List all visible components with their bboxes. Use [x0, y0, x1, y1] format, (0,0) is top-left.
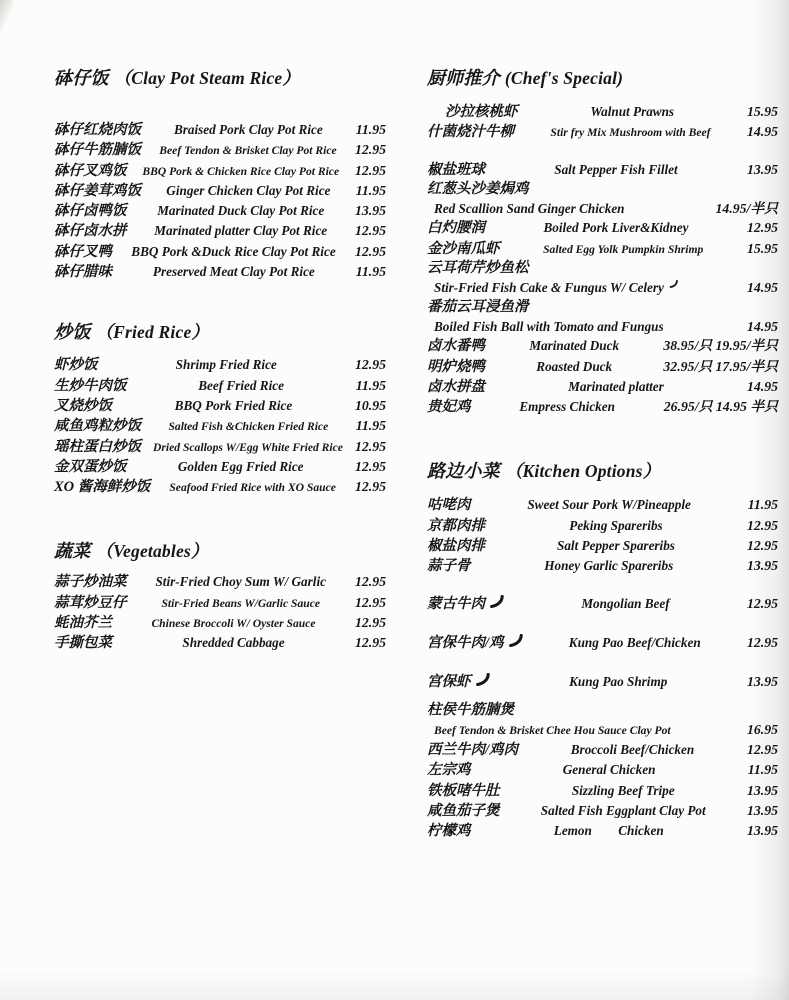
menu-item-name-zh: 砵仔腊味: [54, 264, 112, 281]
menu-item-price: 10.95: [354, 397, 386, 413]
menu-item-row: [427, 160, 778, 180]
menu-item-price: 13.95: [746, 823, 778, 839]
menu-item: [427, 357, 778, 377]
menu-item-price: 12.95: [354, 223, 386, 239]
menu-section: [54, 537, 386, 653]
menu-item-name-en: Honey Garlic Spareribs: [544, 558, 674, 574]
menu-item-price: 12.95: [354, 615, 386, 631]
section-title: [54, 537, 386, 563]
section-title: [54, 318, 386, 344]
menu-section: [54, 318, 386, 497]
menu-item-name-en: Mongolian Beef: [581, 595, 670, 611]
menu-item-name-en: Kung Pao Beef/Chicken: [568, 634, 701, 650]
section-title: [54, 64, 386, 90]
menu-item-name-zh: 番茄云耳浸鱼滑: [427, 298, 529, 315]
menu-item-name-zh: 卤水拼盘: [427, 378, 485, 395]
menu-item-line-zh: [427, 259, 778, 278]
menu-item-row: [54, 262, 386, 282]
menu-item: [54, 242, 386, 262]
menu-item-row: [54, 396, 386, 416]
menu-item-name-zh: XO 酱海鲜炒饭: [54, 479, 151, 496]
menu-item-name-zh: 叉烧炒饭: [54, 397, 112, 414]
menu-item: [54, 181, 386, 201]
menu-item: [427, 239, 778, 259]
menu-item-row: [54, 181, 386, 201]
menu-item-price: 12.95: [746, 220, 778, 236]
menu-item-price: 12.95: [354, 438, 386, 454]
menu-item-name-en: Boiled Fish Ball with Tomato and Fungus: [434, 318, 664, 334]
menu-item-price: 16.95: [746, 721, 778, 737]
menu-item-row: [427, 218, 778, 238]
menu-item-name-en: Stir fry Mix Mushroom with Beef: [550, 126, 711, 140]
menu-item-name-zh: 京都肉排: [427, 517, 485, 534]
menu-item-name-en: Red Scallion Sand Ginger Chicken: [434, 201, 625, 217]
menu-item-row: [54, 633, 386, 653]
menu-item-price: 14.95/半只: [715, 201, 778, 217]
menu-item-name-en: Kung Pao Shrimp: [569, 674, 668, 690]
menu-item-price: 12.95: [746, 742, 778, 758]
menu-item-row: [427, 122, 778, 142]
menu-item-line-zh: [427, 180, 778, 199]
menu-item-row: [54, 221, 386, 241]
section-title: [427, 64, 778, 90]
menu-item-row: [54, 140, 386, 160]
menu-item-name-zh: 宫保虾: [427, 673, 490, 692]
menu-item-row: [54, 437, 386, 457]
menu-item-row: [427, 495, 778, 515]
menu-item-name-zh: 金沙南瓜虾: [427, 240, 500, 257]
menu-item-row: [427, 556, 778, 576]
menu-item-name-en: Roasted Duck: [536, 358, 613, 374]
menu-item-name-zh: 云耳荷芹炒鱼松: [427, 260, 529, 277]
menu-item-row: [54, 457, 386, 477]
menu-item-line-en: [427, 317, 778, 336]
menu-item-name-en: Beef Tendon & Brisket Chee Hou Sauce Clay Pot: [434, 723, 671, 737]
menu-item: [427, 122, 778, 142]
menu-item-row: [54, 416, 386, 436]
menu-item-name-zh: 咸鱼茄子煲: [427, 803, 500, 820]
menu-item: [54, 572, 386, 592]
menu-item-price: 11.95: [747, 497, 778, 513]
menu-item: [54, 593, 386, 613]
menu-item-name-en: Beef Tendon & Brisket Clay Pot Rice: [159, 144, 337, 158]
menu-item-row: [54, 477, 386, 497]
menu-item: [427, 160, 778, 180]
menu-item-row: [54, 242, 386, 262]
menu-item: [427, 760, 778, 780]
menu-item: [54, 262, 386, 282]
menu-item: [427, 102, 778, 122]
menu-item-name-zh: 铁板啫牛肚: [427, 782, 500, 799]
chili-icon: [475, 673, 490, 692]
menu-item-name-en: BBQ Pork &Duck Rice Clay Pot Rice: [131, 243, 336, 259]
menu-item-price: 12.95: [354, 243, 386, 259]
menu-item-name-en: Marinated Duck Clay Pot Rice: [157, 203, 325, 219]
menu-item-name-zh: 砵仔姜茸鸡饭: [54, 182, 141, 199]
menu-item-price: 11.95: [355, 122, 386, 137]
menu-item-price: 12.95: [746, 538, 778, 554]
menu-item-price: 12.95: [746, 634, 778, 650]
menu-item-row: [54, 593, 386, 613]
menu-item: [54, 613, 386, 633]
menu-item-row: [427, 516, 778, 536]
menu-item-name-zh: 宫保牛肉/鸡: [427, 634, 523, 653]
menu-item-price: 13.95: [746, 782, 778, 798]
menu-item: [427, 556, 778, 576]
menu-item: [427, 298, 778, 337]
menu-item-name-en: BBQ Pork & Chicken Rice Clay Pot Rice: [142, 164, 340, 178]
menu-item-row: [427, 781, 778, 801]
menu-item: [54, 633, 386, 653]
menu-item-row: [54, 376, 386, 396]
menu-item-price: 12.95: [354, 479, 386, 495]
menu-item-price: 12.95: [354, 635, 386, 651]
menu-item-line-zh: [427, 701, 778, 720]
menu-item-name-en: BBQ Pork Fried Rice: [174, 397, 293, 413]
menu-item-name-en: Walnut Prawns: [590, 104, 675, 119]
menu-item-name-zh: 柱侯牛筋腩煲: [427, 701, 514, 718]
section-title-zh: 砵仔饭: [54, 68, 109, 88]
menu-item-price: 12.95: [354, 594, 386, 610]
menu-item-name-zh: 咸鱼鸡粒炒饭: [54, 418, 141, 435]
menu-item-name-zh: 贵妃鸡: [427, 399, 471, 416]
menu-item: [54, 416, 386, 436]
section-title-en: （Clay Pot Steam Rice）: [113, 68, 301, 88]
menu-item-price: 13.95: [746, 558, 778, 574]
menu-item-name-zh: 咕咾肉: [427, 497, 471, 514]
menu-item-name-zh: 白灼腰润: [427, 220, 485, 237]
menu-item-price: 32.95/只 17.95/半只: [663, 358, 778, 374]
menu-section: [54, 64, 386, 282]
menu-item-row: [54, 161, 386, 181]
menu-item-price: 12.95: [354, 357, 386, 373]
menu-item-name-en: Peking Spareribs: [569, 517, 663, 533]
menu-item-name-en: Dried Scallops W/Egg White Fried Rice: [153, 440, 343, 454]
section-title-zh: 蔬菜: [54, 541, 91, 562]
menu-item-name-zh: 砵仔叉鸡饭: [54, 162, 127, 179]
menu-item-name-en: Marinated platter: [568, 378, 664, 394]
menu-item-line-zh: [427, 298, 778, 317]
menu-item-name-zh: 明炉烧鸭: [427, 358, 485, 375]
menu-item: [54, 376, 386, 396]
menu-item-price: 11.95: [747, 762, 778, 778]
menu-item-name-en: Salt Pepper Fish Fillet: [554, 161, 678, 177]
menu-item-name-en: Marinated Duck: [529, 338, 620, 354]
menu-item: [427, 259, 778, 298]
menu-item: [54, 161, 386, 181]
menu-item-price: 14.95: [746, 318, 778, 334]
menu-item-name-en: Preserved Meat Clay Pot Rice: [152, 264, 315, 280]
menu-item-row: [54, 355, 386, 375]
menu-item-name-zh: 蒙古牛肉: [427, 595, 504, 614]
menu-item-price: 13.95: [746, 674, 778, 690]
menu-item: [54, 477, 386, 497]
menu-item-row: [427, 633, 778, 653]
menu-item-name-zh: 瑶柱蛋白炒饭: [54, 438, 141, 455]
chili-icon: [508, 634, 523, 653]
menu-item-name-en: Lemon Chicken: [553, 823, 664, 839]
menu-item-row: [427, 740, 778, 760]
menu-item: [427, 180, 778, 219]
menu-item-name-en: Golden Egg Fried Rice: [177, 458, 304, 474]
menu-item: [54, 120, 386, 140]
menu-item-name-zh: 手撕包菜: [54, 635, 112, 652]
menu-item-row: [427, 377, 778, 397]
menu-item-line-en: [427, 199, 778, 218]
menu-item-line-en: [427, 720, 778, 740]
menu-item-row: [54, 201, 386, 221]
menu-item: [54, 457, 386, 477]
menu-item-price: 11.95: [355, 418, 386, 434]
menu-item: [427, 801, 778, 821]
menu-item: [427, 377, 778, 397]
menu-item-name-zh: 蒜子炒油菜: [54, 574, 127, 591]
menu-item-price: 12.95: [746, 517, 778, 533]
menu-section: [427, 457, 778, 841]
menu-item: [427, 781, 778, 801]
section-title-zh: 炒饭: [54, 322, 91, 343]
menu-item-name-zh: 生炒牛肉饭: [54, 377, 127, 394]
menu-item-price: 12.95: [354, 162, 386, 178]
menu-item-name-en: Empress Chicken: [519, 399, 615, 415]
menu-item: [427, 672, 778, 692]
menu-item: [427, 495, 778, 515]
menu-item-price: 11.95: [355, 377, 386, 393]
menu-item: [427, 336, 778, 356]
menu-item-name-zh: 蒜子骨: [427, 558, 471, 575]
menu-item: [54, 437, 386, 457]
section-title-zh: 厨师推介: [427, 68, 500, 88]
menu-item-line-en: [427, 278, 778, 297]
menu-item-name-en: Stir-Fried Choy Sum W/ Garlic: [155, 574, 326, 590]
menu-item-row: [427, 536, 778, 556]
chili-icon: [489, 595, 504, 614]
menu-item-row: [427, 821, 778, 841]
menu-item-row: [427, 336, 778, 356]
menu-item-name-en: Chinese Broccoli W/ Oyster Sauce: [151, 617, 316, 631]
menu-item-name-en: Salt Pepper Spareribs: [556, 538, 675, 554]
menu-item-name-en: Boiled Pork Liver&Kidney: [543, 220, 689, 236]
menu-item-row: [427, 397, 778, 417]
menu-item-price: 26.95/只 14.95 半只: [663, 399, 778, 415]
menu-item-row: [427, 594, 778, 614]
menu-item-row: [427, 357, 778, 377]
menu-item-price: 11.95: [355, 264, 386, 280]
menu-item: [427, 218, 778, 238]
menu-item-name-zh: 砵仔牛筋腩饭: [54, 142, 141, 159]
chili-icon: [669, 274, 678, 293]
menu-item-name-en: Marinated platter Clay Pot Rice: [154, 223, 328, 239]
menu-item-name-en: Ginger Chicken Clay Pot Rice: [166, 182, 331, 198]
menu-item-row: [54, 120, 386, 140]
menu-item-name-en: Salted Fish &Chicken Fried Rice: [168, 420, 329, 434]
menu-item-price: 14.95: [746, 280, 778, 296]
section-title: [427, 457, 778, 483]
menu-item: [54, 140, 386, 160]
menu-item-row: [427, 672, 778, 692]
menu-item-row: [54, 572, 386, 592]
menu-column-right: [427, 64, 778, 842]
section-title-en: （Vegetables）: [95, 541, 209, 562]
menu-item-name-en: Beef Fried Rice: [198, 377, 284, 393]
menu-item-name-zh: 金双蛋炒饭: [54, 458, 127, 475]
menu-item: [427, 740, 778, 760]
menu-column-left: [54, 64, 386, 654]
menu-item: [54, 355, 386, 375]
menu-item-name-en: Stir-Fried Beans W/Garlic Sauce: [161, 596, 321, 610]
menu-item-row: [54, 613, 386, 633]
menu-item-price: 13.95: [746, 161, 778, 177]
menu-item-name-en: Stir-Fried Fish Cake & Fungus W/ Celery: [427, 278, 747, 297]
menu-item: [54, 201, 386, 221]
menu-item-name-en: Broccoli Beef/Chicken: [570, 742, 695, 758]
menu-item-price: 13.95: [354, 203, 386, 219]
menu-item-name-zh: 沙拉核桃虾: [445, 104, 518, 120]
menu-item-name-zh: 虾炒饭: [54, 357, 98, 374]
menu-item-price: 12.95: [354, 458, 386, 474]
menu-item-name-en: General Chicken: [562, 762, 656, 778]
menu-item-name-en: Braised Pork Clay Pot Rice: [173, 122, 323, 137]
section-title-en: （Kitchen Options）: [504, 461, 661, 482]
menu-item: [427, 633, 778, 653]
menu-item-name-zh: 左宗鸡: [427, 762, 471, 779]
section-title-en: (Chef's Special): [504, 68, 624, 88]
menu-item-price: 14.95: [746, 124, 778, 140]
menu-item-name-zh: 砵仔卤鸭饭: [54, 203, 127, 220]
menu-item-name-zh: 柠檬鸡: [427, 823, 471, 840]
menu-item-name-zh: 砵仔叉鸭: [54, 243, 112, 260]
menu-item-name-zh: 蚝油芥兰: [54, 615, 112, 632]
menu-item-name-zh: 椒盐肉排: [427, 538, 485, 555]
menu-item: [427, 701, 778, 741]
menu-item-row: [427, 801, 778, 821]
menu-item-name-zh: 红葱头沙姜焗鸡: [427, 180, 529, 197]
menu-item: [427, 594, 778, 614]
menu-item: [427, 516, 778, 536]
menu-item: [54, 221, 386, 241]
menu-item-name-en: Salted Fish Eggplant Clay Pot: [540, 803, 706, 819]
menu-item-name-zh: 蒜茸炒豆仔: [54, 594, 127, 611]
menu-item-name-en: Sizzling Beef Tripe: [571, 782, 675, 798]
menu-item-price: 12.95: [354, 574, 386, 590]
menu-item: [427, 821, 778, 841]
menu-item-row: [427, 239, 778, 259]
menu-item-name-zh: 椒盐班球: [427, 161, 485, 178]
menu-item-price: 14.95: [746, 378, 778, 394]
menu-item-name-en: Seafood Fried Rice with XO Sauce: [169, 481, 336, 495]
menu-item-price: 13.95: [746, 803, 778, 819]
menu-section: [427, 64, 778, 417]
menu-item-name-zh: 砵仔红烧肉饭: [54, 122, 141, 138]
menu-item-name-zh: 西兰牛肉/鸡肉: [427, 742, 519, 759]
menu-item: [427, 536, 778, 556]
menu-item-price: 12.95: [746, 595, 778, 611]
section-title-en: （Fried Rice）: [95, 322, 210, 343]
menu-item-name-en: Salted Egg Yolk Pumpkin Shrimp: [543, 242, 704, 256]
menu-item-name-zh: 什菌烧汁牛柳: [427, 124, 514, 141]
menu-item-price: 12.95: [354, 142, 386, 158]
menu-item-price: 15.95: [746, 104, 778, 119]
menu-item-price: 15.95: [746, 240, 778, 256]
menu-item: [427, 397, 778, 417]
menu-item: [54, 396, 386, 416]
menu-item-name-zh: 卤水番鸭: [427, 338, 485, 355]
menu-item-row: [427, 760, 778, 780]
menu-item-price: 11.95: [355, 182, 386, 198]
section-title-zh: 路边小菜: [427, 461, 500, 482]
menu-item-name-en: Shrimp Fried Rice: [175, 357, 277, 373]
menu-item-name-en: Sweet Sour Pork W/Pineapple: [527, 497, 691, 513]
menu-item-price: 38.95/只 19.95/半只: [663, 338, 778, 354]
menu-item-row: [427, 102, 778, 122]
menu-item-name-zh: 砵仔卤水拼: [54, 223, 127, 240]
menu-item-name-en: Shredded Cabbage: [182, 635, 285, 651]
